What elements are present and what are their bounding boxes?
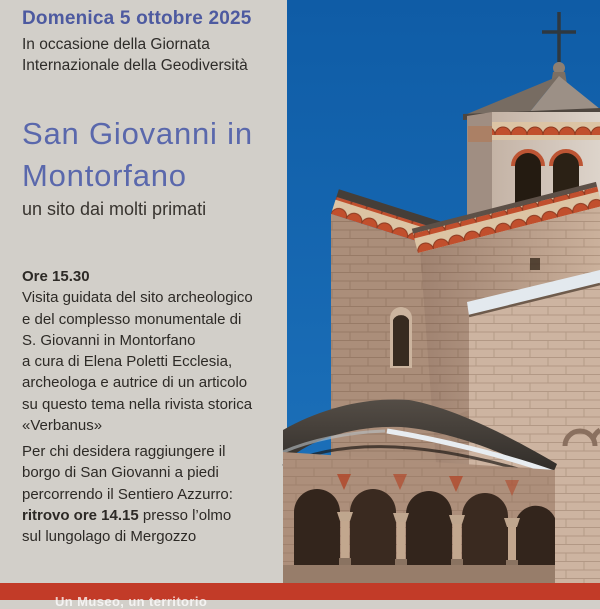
event-line: «Verbanus»	[22, 417, 103, 435]
event-time: Ore 15.30	[22, 268, 90, 285]
event-line: S. Giovanni in Montorfano	[22, 331, 196, 349]
walk-info	[22, 441, 233, 547]
walk-line: sul lungolago di Mergozzo	[22, 528, 197, 546]
church-tower-photo	[287, 0, 600, 583]
occasion-line-1: In occasione della Giornata	[22, 36, 210, 53]
walk-line: ritrovo ore 14.15 presso l’olmo	[22, 506, 232, 524]
footer-band	[0, 583, 600, 609]
poster-title-line-1: San Giovanni in	[22, 116, 253, 151]
text-column	[0, 0, 287, 583]
apse-loggia	[283, 452, 555, 583]
church-tower-illustration	[287, 0, 600, 583]
event-line: a cura di Elena Poletti Ecclesia,	[22, 353, 233, 371]
walk-line: borgo di San Giovanni a piedi	[22, 464, 219, 482]
poster-title-line-2: Montorfano	[22, 158, 187, 193]
event-date: Domenica 5 ottobre 2025	[22, 8, 252, 29]
meeting-time: ritrovo ore 14.15	[22, 506, 139, 524]
walk-line: Per chi desidera raggiungere il	[22, 443, 226, 460]
footer-clipped-text: Un Museo, un territorio	[55, 594, 208, 609]
poster-subtitle: un sito dai molti primati	[22, 199, 207, 219]
event-line: e del complesso monumentale di	[22, 310, 242, 328]
event-description	[22, 266, 253, 436]
event-line: Visita guidata del sito archeologico	[22, 289, 253, 307]
occasion-line-2: Internazionale della Geodiversità	[22, 57, 248, 74]
event-line: archeologa e autrice di un articolo	[22, 374, 248, 392]
walk-line: percorrendo il Sentiero Azzurro:	[22, 485, 233, 503]
event-line: su questo tema nella rivista storica	[22, 395, 253, 413]
